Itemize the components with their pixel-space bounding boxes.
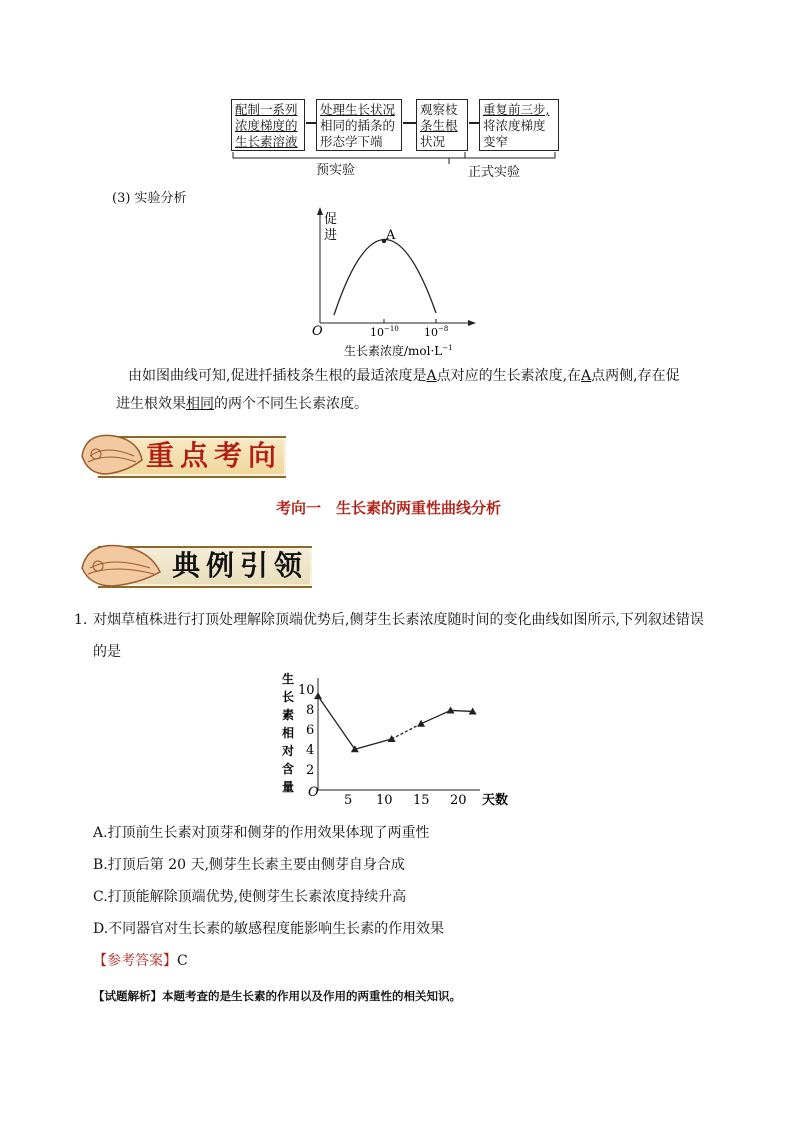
- question-line-1: 对烟草植株进行打顶处理解除顶端优势后,侧芽生长素浓度随时间的变化曲线如图所示,下列叙述错误: [93, 612, 704, 628]
- flow-step-3: 观察枝 条生根 状况: [416, 99, 468, 151]
- svg-text:量: 量: [282, 780, 295, 794]
- series-segment: [355, 739, 392, 749]
- origin-label: O: [308, 785, 319, 800]
- series-auxin: [314, 692, 477, 752]
- chart-auxin-over-time: [280, 668, 520, 813]
- question-number: 1.: [74, 612, 88, 628]
- question-text: [93, 604, 733, 668]
- y-tick-6: 6: [306, 723, 315, 738]
- option-a[interactable]: A.打顶前生长素对顶芽和侧芽的作用效果体现了两重性: [93, 825, 430, 841]
- analysis-line-2: 进生根效果相同的两个不同生长素浓度。: [116, 396, 368, 412]
- tick-label-1: $10^{-10}$: [370, 325, 399, 339]
- analysis-line-1: 由如图曲线可知,促进扦插枝条生根的最适浓度是A点对应的生长素浓度,在A点两侧,存在促: [128, 368, 680, 384]
- option-d[interactable]: D.不同器官对生长素的敏感程度能影响生长素的作用效果: [93, 921, 445, 937]
- group-pre-label: 预实验: [316, 163, 356, 178]
- tick-label-2: $10^{-8}$: [424, 325, 449, 339]
- y-tick-8: 8: [306, 703, 315, 718]
- svg-text:对: 对: [282, 744, 295, 758]
- banner-title: 典例引领: [172, 549, 309, 582]
- origin-label: O: [312, 324, 323, 339]
- banner-typical-example: [76, 536, 312, 592]
- y-arrow: [317, 207, 323, 215]
- topic-heading: 考向一 生长素的两重性曲线分析: [276, 499, 502, 517]
- svg-text:素: 素: [282, 708, 295, 722]
- data-point: [388, 735, 396, 742]
- svg-text:含: 含: [282, 762, 295, 776]
- svg-text:相: 相: [282, 726, 295, 740]
- shell-icon: [76, 536, 166, 592]
- y-axis-label: [281, 671, 294, 794]
- x-arrow: [468, 320, 476, 326]
- series-segment: [451, 710, 473, 711]
- series-segment: [421, 710, 450, 723]
- data-point: [314, 692, 322, 699]
- y-tick-2: 2: [306, 763, 315, 778]
- banner-title: 重点考向: [146, 439, 283, 472]
- series-segment: [318, 696, 355, 749]
- curve: [334, 239, 436, 315]
- flow-arrow-3: [469, 122, 479, 124]
- section-3-label: (3) 实验分析: [112, 191, 187, 206]
- point-a-label: A: [386, 228, 396, 243]
- chart-optimum-concentration: [300, 205, 500, 360]
- x-tick-20: 20: [450, 793, 467, 808]
- group-formal-label: 正式实验: [468, 165, 521, 180]
- x-axis-label: 天数: [482, 793, 509, 808]
- y-tick-10: 10: [298, 683, 315, 698]
- option-b[interactable]: B.打顶后第 20 天,侧芽生长素主要由侧芽自身合成: [93, 857, 405, 873]
- x-tick-15: 15: [413, 793, 430, 808]
- flow-arrow-1: [306, 122, 316, 124]
- answer-value: C: [177, 953, 188, 969]
- reference-answer: [93, 950, 188, 970]
- x-tick-10: 10: [376, 793, 393, 808]
- data-point: [417, 720, 425, 727]
- flow-step-2: 处理生长状况 相同的插条的 形态学下端: [316, 99, 402, 151]
- x-tick-5: 5: [344, 793, 353, 808]
- svg-text:生: 生: [282, 672, 295, 686]
- option-c[interactable]: C.打顶能解除顶端优势,使侧芽生长素浓度持续升高: [93, 889, 407, 905]
- explanation: 【试题解析】本题考查的是生长素的作用以及作用的两重性的相关知识。: [93, 989, 461, 1003]
- svg-text:长: 长: [282, 690, 295, 704]
- shell-icon: [76, 426, 146, 482]
- flow-step-1: 配制一系列 浓度梯度的 生长素溶液: [231, 99, 305, 151]
- answer-label: 【参考答案】: [93, 953, 177, 969]
- y-label-2: 进: [324, 228, 338, 243]
- banner-key-directions: [76, 426, 286, 482]
- y-label-1: 促: [324, 212, 338, 227]
- analysis-paragraph: [116, 362, 738, 418]
- bracket-pre: [233, 152, 465, 158]
- question-line-2: 的是: [93, 644, 121, 660]
- series-segment: [392, 724, 421, 739]
- y-tick-4: 4: [306, 743, 315, 758]
- flow-step-4: 重复前三步, 将浓度梯度 变窄: [479, 99, 559, 151]
- x-axis-label: 生长素浓度$/mol\cdot L^{-1}$: [344, 344, 453, 358]
- flow-arrow-2: [403, 122, 416, 124]
